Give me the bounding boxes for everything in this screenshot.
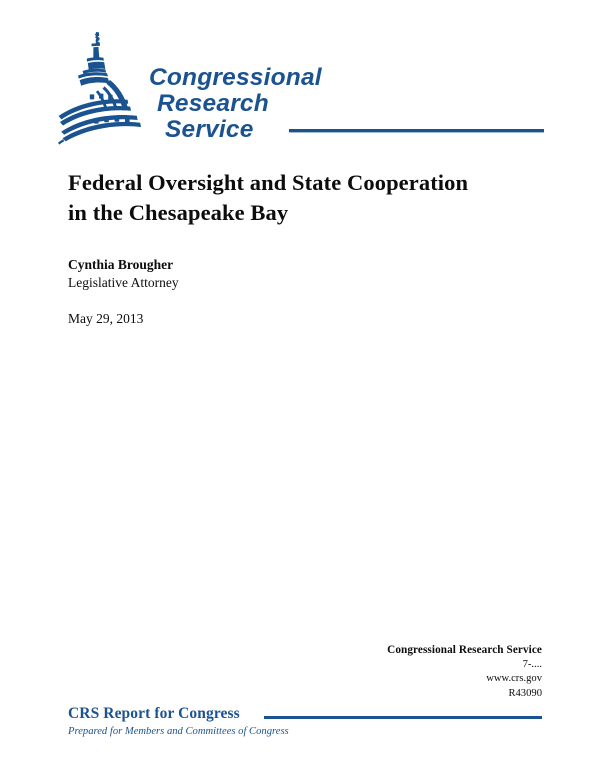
- author-name: Cynthia Brougher: [68, 257, 174, 272]
- colophon: [242, 643, 542, 701]
- colophon-website[interactable]: www.crs.gov: [486, 673, 542, 684]
- colophon-phone: 7-....: [522, 658, 542, 670]
- colophon-report-number: R43090: [508, 687, 542, 699]
- crs-masthead: [58, 30, 544, 148]
- author-block: [68, 256, 468, 292]
- title-line-1: Federal Oversight and State Cooperation: [68, 170, 469, 195]
- logo-word-congressional: Congressional: [149, 64, 322, 91]
- banner-title: CRS Report for Congress: [68, 705, 240, 722]
- publication-date: May 29, 2013: [68, 311, 144, 326]
- logo-word-research: Research: [157, 90, 269, 117]
- crs-logo: [58, 30, 544, 148]
- capitol-dome-icon: [58, 32, 141, 145]
- colophon-organization: Congressional Research Service: [387, 644, 542, 656]
- masthead-rule: [289, 129, 544, 132]
- title-line-2: in the Chesapeake Bay: [68, 200, 289, 225]
- banner-rule: [264, 716, 542, 719]
- crs-report-banner: [68, 704, 542, 744]
- author-role: Legislative Attorney: [68, 275, 179, 290]
- banner-subtitle: Prepared for Members and Committees of Congress: [68, 726, 289, 737]
- page-title: [68, 168, 538, 228]
- logo-word-service: Service: [165, 116, 254, 143]
